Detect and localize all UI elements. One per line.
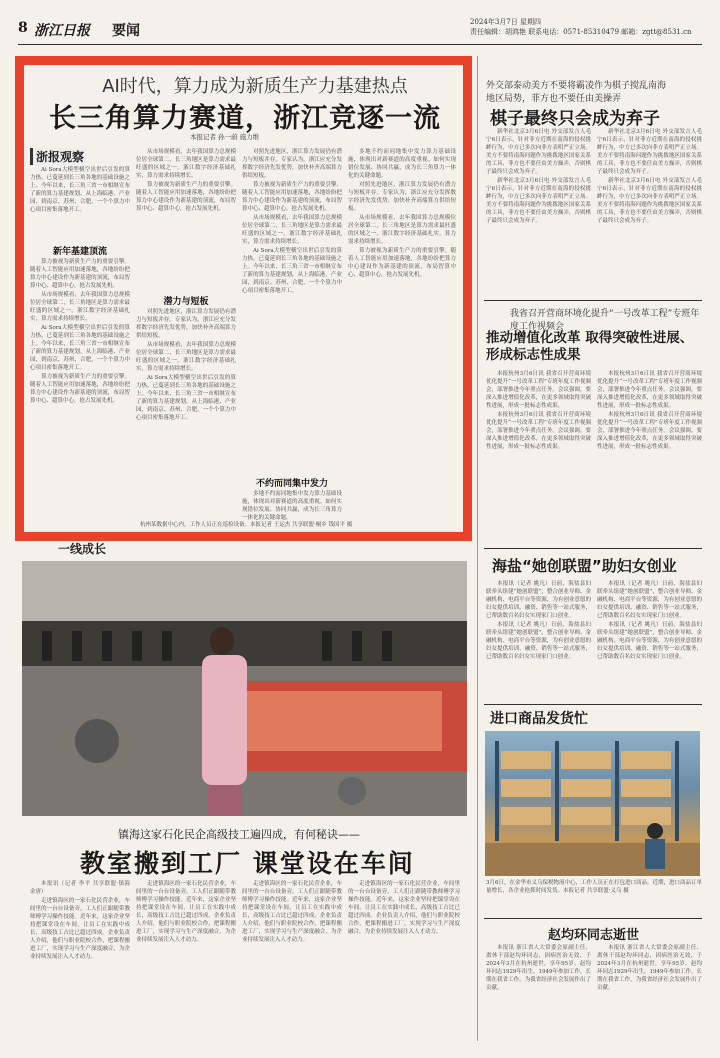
subhead-3: 不约而同集中发力 <box>255 479 328 489</box>
story4-caption: 3月6日，在金华市义乌保税物流中心，工作人员正在打包进口商品。近期，进口商品订单量增长，各企业抢抓时间发货。本报记者 共享联盟·义乌 摄 <box>486 880 703 894</box>
photo1-label: 一线成长 <box>58 542 107 556</box>
story5-title[interactable]: 赵均环同志逝世 <box>548 928 640 943</box>
story1-title[interactable]: 棋子最终只会成为弃子 <box>490 109 660 129</box>
date-line: 2024年3月7日 星期四 <box>470 18 541 26</box>
subhead-1: 新年基建顶流 <box>52 247 107 257</box>
story1-subkicker: 地区局势，菲方也不要任由美操弄 <box>486 94 622 104</box>
warehouse-photo <box>485 731 700 876</box>
story4-title[interactable]: 进口商品发货忙 <box>490 711 588 727</box>
main-col-3b: 多地不约而同地集中发力算力基础设施，体现出对新赛道的高度重视。如何实现错位发展、协同共赢，成为长三角算力一体化的关键命题。 <box>242 491 342 520</box>
column-tag: 浙报观察 <box>30 148 87 165</box>
main-caption: 杭州某数据中心内，工作人员正在巡检设备。本报记者 王运杰 共享联盟·桐乡 钱国平 摄 <box>140 522 353 528</box>
story3-title[interactable]: 海盐“她创联盟”助妇女创业 <box>492 557 677 575</box>
main-col-2b: 对照先进地区，浙江算力发展仍有潜力与短板并存。专家认为，浙江应充分发挥数字经济先发优势，加快补齐高端算力供给短板。 从市场规模看，去年我国算力总规模位居全球第二，长三角地区是算力需求最旺盛的区域之一。浙江数字经济基础扎实，算力需求持续增长。 Ai Sora大模型横空出世后引发的算力热，已蔓延到长三角各地的基础设施之上。今年以来，长三角三省一市相继宣布了新的算力基建规划。从上海临港、产业园，到南京、苏州、合肥，一个个算力中心项目密集落地开工。 <box>136 309 236 421</box>
page-number: 8 <box>18 20 28 36</box>
main-col-2a: 从市场规模看，去年我国算力总规模位居全球第二，长三角地区是算力需求最旺盛的区域之一。浙江数字经济基础扎实，算力需求持续增长。 算力被视为新质生产力的重要引擎。随着人工智能应用加速落地，各地纷纷把算力中心建设作为新基建的顶流，布局智算中心、超算中心，抢占发展先机。 <box>136 149 236 212</box>
story1-kicker: 外交部泰动美方不要将霸凌作为棋子搅乱南海 <box>486 81 667 91</box>
divider-4 <box>484 918 702 919</box>
paper-name: 浙江日报 <box>34 23 90 39</box>
story5-col-2: 本报讯 浙江省人大常委会原副主任、离休干部赵均环同志，因病医治无效，于2024年3月在杭州逝世，享年95岁。赵均环同志1929年出生，1949年参加工作，长期在我省工作，为我省经济社会发展作出了贡献。 <box>597 945 702 991</box>
divider-3 <box>484 704 702 705</box>
subhead-2: 潜力与短板 <box>163 297 209 307</box>
factory-kicker: 镇海这家石化民企高级技工遍四成，有何秘诀—— <box>118 828 360 841</box>
warehouse-photo-art <box>485 731 700 876</box>
column-divider <box>477 56 478 1041</box>
main-col-3a: 对照先进地区，浙江算力发展仍有潜力与短板并存。专家认为，浙江应充分发挥数字经济先发优势，加快补齐高端算力供给短板。 算力被视为新质生产力的重要引擎。随着人工智能应用加速落地，各地纷纷把算力中心建设作为新基建的顶流，布局智算中心、超算中心，抢占发展先机。 从市场规模看，去年我国算力总规模位居全球第二，长三角地区是算力需求最旺盛的区域之一。浙江数字经济基础扎实，算力需求持续增长。 Ai Sora大模型横空出世后引发的算力热，已蔓延到长三角各地的基础设施之上。今年以来，长三角三省一市相继宣布了新的算力基建规划。从上海临港、产业园，到南京、苏州、合肥，一个个算力中心项目密集落地开工。 <box>242 149 342 294</box>
main-col-1a: Ai Sora大模型横空出世后引发的算力热，已蔓延到长三角各地的基础设施之上。今年以来，长三角三省一市相继宣布了新的算力基建规划。从上海临港、产业园，到南京、苏州、合肥，一个个算力中心项目密集落地开工。 <box>30 167 130 213</box>
factory-col-2: 走进镇海区的一家石化民营企业，车间里的一台台设备旁，工人们正跟随带教师傅学习操作技能。近年来，这家企业坚持把课堂设在车间，让员工在实践中成长，高级技工占比已超过四成。企业负责人介绍，他们与职业院校合作，把课程搬进工厂，实现学习与生产深度融合，为企业持续发展注入人才动力。 <box>136 881 236 943</box>
story2-col-1: 本报杭州3月6日讯 我省召开营商环境优化提升“一号改革工程”专班年度工作视频会，部署推进今年重点任务。会议强调，要深入推进增值化改革，在更多领域取得突破性进展，形成一批标志性成果。 本报杭州3月6日讯 我省召开营商环境优化提升“一号改革工程”专班年度工作视频会，部署推进今年重点任务。会议强调，要深入推进增值化改革，在更多领域取得突破性进展，形成一批标志性成果。 <box>486 371 591 450</box>
section-name: 要闻 <box>112 23 140 39</box>
story2-title[interactable]: 推动增值化改革 取得突破性进展、形成标志性成果 <box>486 330 694 363</box>
story1-col-2: 新华社北京3月6日电 外交部发言人毛宁6日表示，针对菲方近期在南海的侵权挑衅行为，中方已多次向菲方表明严正立场。美方不要将南海问题作为挑拨地区国家关系的工具，菲方也不要任由美方操弄，否则棋子最终只会成为弃子。 新华社北京3月6日电 外交部发言人毛宁6日表示，针对菲方近期在南海的侵权挑衅行为，中方已多次向菲方表明严正立场。美方不要将南海问题作为挑拨地区国家关系的工具，菲方也不要任由美方操弄，否则棋子最终只会成为弃子。 <box>597 129 702 224</box>
story2-kicker: 我省召开营商环境化提升“一号改革工程”专班年度工作视频会 <box>510 309 700 332</box>
main-col-4: 多地不约而同地集中发力算力基础设施，体现出对新赛道的高度重视。如何实现错位发展、协同共赢，成为长三角算力一体化的关键命题。 对照先进地区，浙江算力发展仍有潜力与短板并存。专家认为，浙江应充分发挥数字经济先发优势，加快补齐高端算力供给短板。 从市场规模看，去年我国算力总规模位居全球第二，长三角地区是算力需求最旺盛的区域之一。浙江数字经济基础扎实，算力需求持续增长。 算力被视为新质生产力的重要引擎。随着人工智能应用加速落地，各地纷纷把算力中心建设作为新基建的顶流，布局智算中心、超算中心，抢占发展先机。 <box>348 149 456 278</box>
divider-1 <box>484 300 702 301</box>
factory-headline[interactable]: 教室搬到工厂 课堂设在车间 <box>80 849 415 878</box>
divider-2 <box>484 548 702 549</box>
main-kicker: AI时代，算力成为新质生产力基建热点 <box>102 76 408 97</box>
factory-col-1: 本报讯（记者 李平 共享联盟·镇海 金唐） 走进镇海区的一家石化民营企业，车间里的一台台设备旁，工人们正跟随带教师傅学习操作技能。近年来，这家企业坚持把课堂设在车间，让员工在实践中成长，高级技工占比已超过四成。企业负责人介绍，他们与职业院校合作，把课程搬进工厂，实现学习与生产深度融合，为企业持续发展注入人才动力。 <box>30 881 130 960</box>
story5-col-1: 本报讯 浙江省人大常委会原副主任、离休干部赵均环同志，因病医治无效，于2024年3月在杭州逝世，享年95岁。赵均环同志1929年出生，1949年参加工作，长期在我省工作，为我省经济社会发展作出了贡献。 <box>486 945 591 991</box>
factory-col-3: 走进镇海区的一家石化民营企业，车间里的一台台设备旁，工人们正跟随带教师傅学习操作技能。近年来，这家企业坚持把课堂设在车间，让员工在实践中成长，高级技工占比已超过四成。企业负责人介绍，他们与职业院校合作，把课程搬进工厂，实现学习与生产深度融合，为企业持续发展注入人才动力。 <box>242 881 342 943</box>
story3-col-1: 本报讯（记者 姚凡）日前，海盐县妇联牵头组建“她创联盟”，整合创业导师、金融机构、电商平台等资源，为有创业意愿的妇女提供培训、融资、销售等一站式服务，已帮助数百名妇女实现家门口创业。 本报讯（记者 姚凡）日前，海盐县妇联牵头组建“她创联盟”，整合创业导师、金融机构、电商平台等资源，为有创业意愿的妇女提供培训、融资、销售等一站式服务，已帮助数百名妇女实现家门口创业。 <box>486 581 591 660</box>
story1-col-1: 新华社北京3月6日电 外交部发言人毛宁6日表示，针对菲方近期在南海的侵权挑衅行为，中方已多次向菲方表明严正立场。美方不要将南海问题作为挑拨地区国家关系的工具，菲方也不要任由美方操弄，否则棋子最终只会成为弃子。 新华社北京3月6日电 外交部发言人毛宁6日表示，针对菲方近期在南海的侵权挑衅行为，中方已多次向菲方表明严正立场。美方不要将南海问题作为挑拨地区国家关系的工具，菲方也不要任由美方操弄，否则棋子最终只会成为弃子。 <box>486 129 591 224</box>
story3-col-2: 本报讯（记者 姚凡）日前，海盐县妇联牵头组建“她创联盟”，整合创业导师、金融机构、电商平台等资源，为有创业意愿的妇女提供培训、融资、销售等一站式服务，已帮助数百名妇女实现家门口创业。 本报讯（记者 姚凡）日前，海盐县妇联牵头组建“她创联盟”，整合创业导师、金融机构、电商平台等资源，为有创业意愿的妇女提供培训、融资、销售等一站式服务，已帮助数百名妇女实现家门口创业。 <box>597 581 702 660</box>
factory-photo-art <box>22 561 467 816</box>
factory-photo <box>22 561 467 816</box>
editor-line: 责任编辑：胡鸿艳 联系电话：0571-85310479 邮箱：zgtt@8531.cn <box>470 28 692 36</box>
story2-col-2: 本报杭州3月6日讯 我省召开营商环境优化提升“一号改革工程”专班年度工作视频会，部署推进今年重点任务。会议强调，要深入推进增值化改革，在更多领域取得突破性进展，形成一批标志性成果。 本报杭州3月6日讯 我省召开营商环境优化提升“一号改革工程”专班年度工作视频会，部署推进今年重点任务。会议强调，要深入推进增值化改革，在更多领域取得突破性进展，形成一批标志性成果。 <box>597 371 702 450</box>
main-headline[interactable]: 长三角算力赛道，浙江竞逐一流 <box>49 103 441 134</box>
main-col-1b: 算力被视为新质生产力的重要引擎。随着人工智能应用加速落地，各地纷纷把算力中心建设作为新基建的顶流，布局智算中心、超算中心，抢占发展先机。 从市场规模看，去年我国算力总规模位居全球第二，长三角地区是算力需求最旺盛的区域之一。浙江数字经济基础扎实，算力需求持续增长。 Ai Sora大模型横空出世后引发的算力热，已蔓延到长三角各地的基础设施之上。今年以来，长三角三省一市相继宣布了新的算力基建规划。从上海临港、产业园，到南京、苏州、合肥，一个个算力中心项目密集落地开工。 算力被视为新质生产力的重要引擎。随着人工智能应用加速落地，各地纷纷把算力中心建设作为新基建的顶流，布局智算中心、超算中心，抢占发展先机。 <box>30 259 130 404</box>
factory-col-4: 走进镇海区的一家石化民营企业，车间里的一台台设备旁，工人们正跟随带教师傅学习操作技能。近年来，这家企业坚持把课堂设在车间，让员工在实践中成长，高级技工占比已超过四成。企业负责人介绍，他们与职业院校合作，把课程搬进工厂，实现学习与生产深度融合，为企业持续发展注入人才动力。 <box>348 881 460 935</box>
main-byline: 本报记者 孙一蔚 施力维 <box>190 133 260 141</box>
